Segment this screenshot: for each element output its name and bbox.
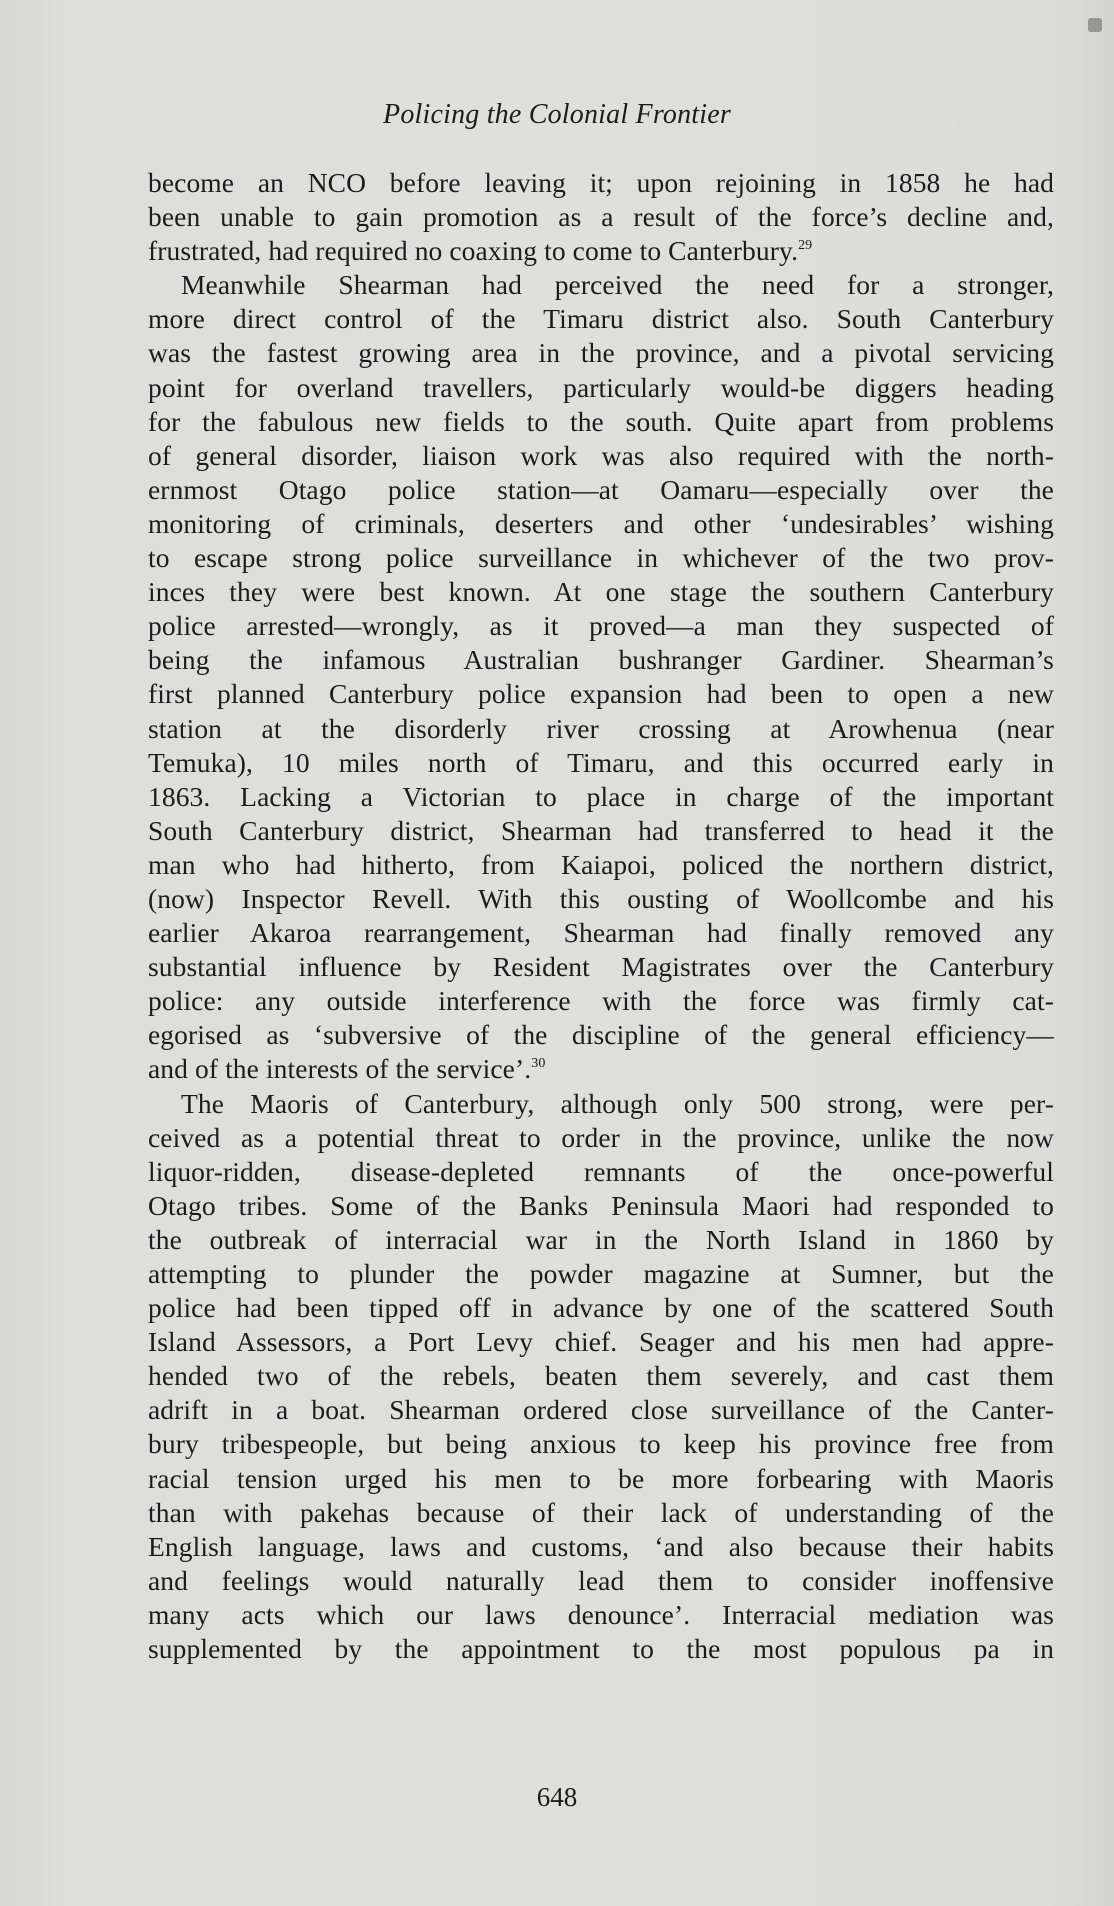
text-line-27-content: and of the interests of the service’. [148,1053,532,1085]
text-line-25: police: any outside interference with the force was firmly cat- [148,985,1054,1017]
text-line-40: than with pakehas because of their lack of understanding of the [148,1496,1054,1528]
text-line-43: many acts which our laws denounce’. Interracial mediation was [148,1598,1054,1630]
body-text [148,166,1054,1666]
text-line-27 [148,1052,1054,1086]
text-line-29: ceived as a potential threat to order in the province, unlike the now [148,1121,1054,1153]
page-number: 648 [536,1782,578,1812]
text-line-17: station at the disorderly river crossing at Arowhenua (near [148,712,1054,744]
scan-edge-mark [1088,18,1102,32]
text-line-4: Meanwhile Shearman had perceived the need for a stronger, [181,269,1054,301]
text-line-31: Otago tribes. Some of the Banks Peninsula Maori had responded to [148,1189,1054,1221]
text-line-1: become an NCO before leaving it; upon rejoining in 1858 he had [148,167,1054,198]
text-line-10: ernmost Otago police station—at Oamaru—especially over the [148,473,1054,505]
text-line-16: first planned Canterbury police expansion had been to open a new [148,678,1054,710]
text-line-3 [148,234,1054,268]
text-line-36: hended two of the rebels, beaten them severely, and cast them [148,1360,1054,1392]
text-line-7: point for overland travellers, particularly would-be diggers heading [148,371,1054,403]
text-line-13: inces they were best known. At one stage the southern Canterbury [148,576,1054,608]
text-line-39: racial tension urged his men to be more forbearing with Maoris [148,1462,1054,1494]
text-line-23: earlier Akaroa rearrangement, Shearman had finally removed any [148,917,1054,949]
text-line-8: for the fabulous new fields to the south. Quite apart from problems [148,405,1054,437]
text-line-32: the outbreak of interracial war in the North Island in 1860 by [148,1223,1054,1255]
text-line-9: of general disorder, liaison work was also required with the north- [148,439,1054,471]
text-line-21: man who had hitherto, from Kaiapoi, policed the northern district, [148,848,1054,880]
footnote-ref-30: 30 [531,1056,546,1072]
text-line-34: police had been tipped off in advance by one of the scattered South [148,1292,1054,1324]
text-line-37: adrift in a boat. Shearman ordered close surveillance of the Canter- [148,1394,1054,1426]
text-line-12: to escape strong police surveillance in whichever of the two prov- [148,542,1054,574]
text-line-14: police arrested—wrongly, as it proved—a man they suspected of [148,610,1054,642]
text-line-26: egorised as ‘subversive of the discipline of the general efficiency— [148,1019,1054,1051]
text-line-35: Island Assessors, a Port Levy chief. Seager and his men had appre- [148,1326,1054,1358]
running-head: Policing the Colonial Frontier [383,99,731,130]
text-line-33: attempting to plunder the powder magazine at Sumner, but the [148,1258,1054,1289]
text-line-2: been unable to gain promotion as a result of the force’s decline and, [148,201,1054,233]
text-line-6: was the fastest growing area in the province, and a pivotal servicing [148,337,1054,369]
footnote-ref-29: 29 [798,238,813,254]
text-line-15: being the infamous Australian bushranger Gardiner. Shearman’s [148,644,1054,676]
text-line-18: Temuka), 10 miles north of Timaru, and this occurred early in [148,746,1054,778]
text-line-28: The Maoris of Canterbury, although only 500 strong, were per- [181,1087,1054,1119]
text-line-3-content: frustrated, had required no coaxing to come to Canterbury. [148,235,799,267]
text-line-30: liquor-ridden, disease-depleted remnants of the once-powerful [148,1155,1054,1187]
text-line-41: English language, laws and customs, ‘and also because their habits [148,1530,1054,1562]
text-line-20: South Canterbury district, Shearman had transferred to head it the [148,814,1054,846]
text-line-38: bury tribespeople, but being anxious to keep his province free from [148,1428,1054,1460]
text-line-11: monitoring of criminals, deserters and other ‘undesirables’ wishing [148,507,1054,539]
text-line-19: 1863. Lacking a Victorian to place in charge of the important [148,780,1054,812]
text-line-22: (now) Inspector Revell. With this ousting of Woollcombe and his [148,882,1054,914]
text-line-24: substantial influence by Resident Magistrates over the Canterbury [148,951,1054,983]
text-line-42: and feelings would naturally lead them to consider inoffensive [148,1564,1054,1596]
text-line-5: more direct control of the Timaru district also. South Canterbury [148,303,1054,335]
text-line-44: supplemented by the appointment to the most populous pa in [148,1633,1054,1665]
